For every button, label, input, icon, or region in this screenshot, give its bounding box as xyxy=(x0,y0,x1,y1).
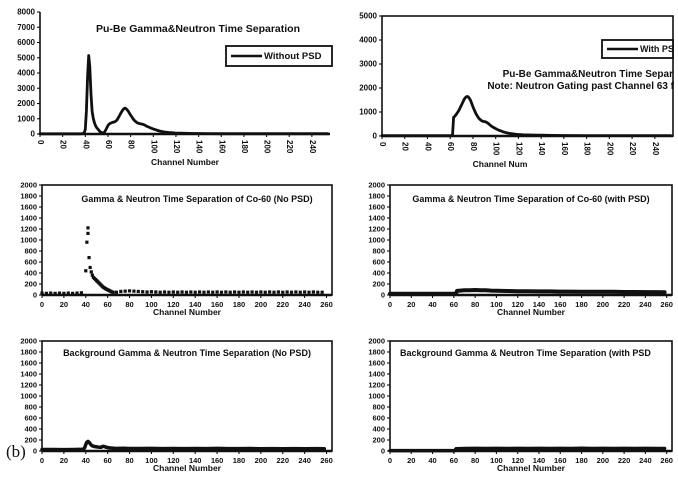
chart-pube-with-psd xyxy=(340,4,678,172)
svg-text:200: 200 xyxy=(596,300,610,309)
svg-text:8000: 8000 xyxy=(17,7,35,17)
chart-background-no-psd xyxy=(2,330,338,476)
pube-without-psd-canvas xyxy=(2,4,338,172)
svg-text:40: 40 xyxy=(81,300,90,309)
svg-text:400: 400 xyxy=(24,268,37,278)
svg-text:100: 100 xyxy=(145,300,158,309)
svg-text:800: 800 xyxy=(372,402,385,412)
svg-text:600: 600 xyxy=(24,257,37,267)
svg-text:20: 20 xyxy=(400,142,410,151)
svg-text:600: 600 xyxy=(372,257,385,267)
svg-text:1800: 1800 xyxy=(20,191,37,201)
svg-text:180: 180 xyxy=(239,140,249,154)
svg-text:160: 160 xyxy=(210,456,224,465)
svg-text:220: 220 xyxy=(617,456,631,465)
svg-text:100: 100 xyxy=(149,140,159,154)
data-series xyxy=(382,96,671,135)
background-with-psd-canvas xyxy=(340,330,678,476)
svg-text:600: 600 xyxy=(372,413,385,423)
svg-text:1600: 1600 xyxy=(20,358,37,368)
svg-text:7000: 7000 xyxy=(17,22,35,32)
svg-text:200: 200 xyxy=(262,140,272,154)
svg-text:20: 20 xyxy=(58,140,68,149)
svg-text:1000: 1000 xyxy=(368,235,385,245)
svg-text:160: 160 xyxy=(554,456,567,465)
svg-text:120: 120 xyxy=(514,142,524,156)
svg-text:1000: 1000 xyxy=(368,391,385,401)
legend xyxy=(602,40,674,58)
svg-text:0: 0 xyxy=(387,456,393,465)
chart-background-with-psd xyxy=(340,330,678,476)
svg-text:60: 60 xyxy=(103,300,112,309)
svg-text:1200: 1200 xyxy=(20,224,37,234)
svg-text:4000: 4000 xyxy=(359,35,377,45)
svg-text:0: 0 xyxy=(36,140,45,145)
svg-text:120: 120 xyxy=(511,300,524,309)
svg-text:220: 220 xyxy=(628,142,638,156)
svg-text:800: 800 xyxy=(24,402,37,412)
svg-text:260: 260 xyxy=(660,456,673,465)
svg-text:200: 200 xyxy=(596,456,610,465)
svg-text:140: 140 xyxy=(194,140,204,154)
svg-text:0: 0 xyxy=(378,142,387,147)
chart-co60-no-psd xyxy=(2,176,338,322)
svg-text:200: 200 xyxy=(372,279,385,289)
svg-text:140: 140 xyxy=(532,456,546,465)
svg-text:0: 0 xyxy=(32,290,37,300)
x-axis-label: Channel Num xyxy=(472,159,528,169)
svg-text:40: 40 xyxy=(428,300,437,309)
svg-text:60: 60 xyxy=(449,300,459,309)
svg-text:1200: 1200 xyxy=(368,380,385,390)
svg-text:200: 200 xyxy=(605,142,615,156)
svg-text:1400: 1400 xyxy=(368,369,385,379)
svg-text:60: 60 xyxy=(103,140,113,149)
x-axis-label: Channel Number xyxy=(152,463,222,473)
svg-text:1000: 1000 xyxy=(359,107,377,117)
svg-text:400: 400 xyxy=(24,424,37,434)
svg-text:800: 800 xyxy=(372,246,385,256)
chart-title: Pu-Be Gamma&Neutron Time Separation xyxy=(95,23,301,35)
svg-text:200: 200 xyxy=(254,300,268,309)
chart-title: Gamma & Neutron Time Separation of Co-60 (No PSD) xyxy=(81,194,313,204)
svg-text:2000: 2000 xyxy=(359,83,377,93)
svg-text:140: 140 xyxy=(188,456,202,465)
svg-text:0: 0 xyxy=(32,446,37,456)
svg-text:1000: 1000 xyxy=(20,235,37,245)
svg-text:120: 120 xyxy=(167,456,180,465)
svg-text:5000: 5000 xyxy=(17,53,35,63)
background-no-psd-canvas xyxy=(2,330,338,476)
svg-text:20: 20 xyxy=(59,456,69,465)
chart-title: Note: Neutron Gating past Channel 63 f xyxy=(487,81,674,92)
data-series xyxy=(390,290,665,294)
x-axis-label: Channel Number xyxy=(150,157,220,167)
svg-text:1600: 1600 xyxy=(368,202,385,212)
svg-text:200: 200 xyxy=(372,435,385,445)
svg-text:200: 200 xyxy=(24,279,37,289)
svg-text:60: 60 xyxy=(103,456,112,465)
legend-label: With PS xyxy=(640,44,674,55)
svg-text:260: 260 xyxy=(660,300,673,309)
svg-text:600: 600 xyxy=(24,413,37,423)
svg-text:2000: 2000 xyxy=(20,180,37,190)
svg-text:80: 80 xyxy=(468,142,478,151)
x-axis-label: Channel Number xyxy=(152,307,222,317)
svg-text:60: 60 xyxy=(449,456,459,465)
svg-text:240: 240 xyxy=(639,456,652,465)
svg-text:1400: 1400 xyxy=(20,213,37,223)
svg-text:220: 220 xyxy=(617,300,631,309)
svg-text:1000: 1000 xyxy=(20,391,37,401)
svg-text:20: 20 xyxy=(407,300,416,309)
svg-text:2000: 2000 xyxy=(368,180,385,190)
co60-no-psd-canvas xyxy=(2,176,338,322)
svg-text:120: 120 xyxy=(171,140,181,154)
co60-with-psd-canvas xyxy=(340,176,678,322)
svg-text:800: 800 xyxy=(24,246,37,256)
svg-text:1800: 1800 xyxy=(20,347,37,357)
svg-text:4000: 4000 xyxy=(17,68,35,78)
svg-text:240: 240 xyxy=(639,300,652,309)
svg-text:3000: 3000 xyxy=(17,83,35,93)
svg-text:1200: 1200 xyxy=(368,224,385,234)
svg-text:1400: 1400 xyxy=(368,213,385,223)
svg-text:0: 0 xyxy=(39,456,45,465)
svg-text:0: 0 xyxy=(380,446,385,456)
svg-text:180: 180 xyxy=(232,456,246,465)
svg-text:100: 100 xyxy=(491,142,501,156)
svg-text:260: 260 xyxy=(320,300,333,309)
svg-text:80: 80 xyxy=(470,456,480,465)
svg-text:1600: 1600 xyxy=(20,202,37,212)
svg-text:240: 240 xyxy=(298,300,311,309)
svg-text:40: 40 xyxy=(81,456,90,465)
svg-text:20: 20 xyxy=(59,300,69,309)
svg-text:2000: 2000 xyxy=(368,336,385,346)
svg-text:0: 0 xyxy=(372,131,377,141)
data-series xyxy=(40,56,328,134)
svg-text:180: 180 xyxy=(232,300,246,309)
svg-text:120: 120 xyxy=(511,456,524,465)
svg-text:140: 140 xyxy=(532,300,546,309)
svg-text:0: 0 xyxy=(30,129,35,139)
x-axis-label: Channel Number xyxy=(496,307,566,317)
svg-text:220: 220 xyxy=(285,140,295,154)
svg-text:400: 400 xyxy=(372,268,385,278)
svg-text:200: 200 xyxy=(254,456,268,465)
svg-text:1600: 1600 xyxy=(368,358,385,368)
svg-text:220: 220 xyxy=(276,300,290,309)
svg-text:0: 0 xyxy=(380,290,385,300)
svg-text:180: 180 xyxy=(575,300,588,309)
svg-text:80: 80 xyxy=(125,456,134,465)
svg-text:40: 40 xyxy=(81,140,91,149)
chart-title: Background Gamma & Neutron Time Separation (with PSD xyxy=(400,348,651,358)
svg-text:5000: 5000 xyxy=(359,11,377,21)
svg-text:160: 160 xyxy=(554,300,567,309)
svg-text:60: 60 xyxy=(446,142,456,151)
svg-text:220: 220 xyxy=(276,456,290,465)
svg-text:200: 200 xyxy=(24,435,37,445)
chart-title: Gamma & Neutron Time Separation of Co-60 (with PSD) xyxy=(412,194,650,204)
svg-text:160: 160 xyxy=(217,140,227,154)
svg-text:160: 160 xyxy=(210,300,224,309)
svg-text:40: 40 xyxy=(423,142,433,151)
svg-text:140: 140 xyxy=(188,300,202,309)
svg-text:1400: 1400 xyxy=(20,369,37,379)
svg-text:140: 140 xyxy=(537,142,547,156)
legend-label: Without PSD xyxy=(264,51,322,63)
svg-text:180: 180 xyxy=(582,142,592,156)
svg-text:0: 0 xyxy=(387,300,393,309)
svg-text:100: 100 xyxy=(490,300,503,309)
data-series xyxy=(40,226,323,295)
svg-text:400: 400 xyxy=(372,424,385,434)
svg-text:1000: 1000 xyxy=(17,114,35,124)
svg-text:80: 80 xyxy=(126,140,136,149)
svg-text:240: 240 xyxy=(307,140,317,154)
x-axis-label: Channel Number xyxy=(496,463,566,473)
figure-sublabel: (b) xyxy=(6,442,26,461)
svg-text:3000: 3000 xyxy=(359,59,377,69)
svg-text:100: 100 xyxy=(490,456,503,465)
chart-pube-without-psd xyxy=(2,4,338,172)
svg-text:160: 160 xyxy=(559,142,569,156)
svg-text:1200: 1200 xyxy=(20,380,37,390)
svg-text:2000: 2000 xyxy=(20,336,37,346)
chart-title: Background Gamma & Neutron Time Separation (No PSD) xyxy=(63,348,311,358)
svg-text:6000: 6000 xyxy=(17,38,35,48)
svg-text:80: 80 xyxy=(125,300,134,309)
svg-text:40: 40 xyxy=(428,456,437,465)
svg-text:80: 80 xyxy=(470,300,480,309)
svg-text:0: 0 xyxy=(39,300,45,309)
chart-title: Pu-Be Gamma&Neutron Time Separ xyxy=(502,69,673,80)
svg-text:180: 180 xyxy=(575,456,588,465)
svg-text:2000: 2000 xyxy=(17,99,35,109)
svg-text:240: 240 xyxy=(650,142,660,156)
svg-text:260: 260 xyxy=(320,456,333,465)
svg-text:1800: 1800 xyxy=(368,347,385,357)
svg-text:100: 100 xyxy=(145,456,158,465)
svg-text:20: 20 xyxy=(407,456,416,465)
data-series xyxy=(42,441,324,449)
svg-text:240: 240 xyxy=(298,456,311,465)
pube-with-psd-canvas xyxy=(340,4,678,172)
legend xyxy=(226,46,332,66)
svg-text:120: 120 xyxy=(167,300,180,309)
svg-text:1800: 1800 xyxy=(368,191,385,201)
chart-co60-with-psd xyxy=(340,176,678,322)
